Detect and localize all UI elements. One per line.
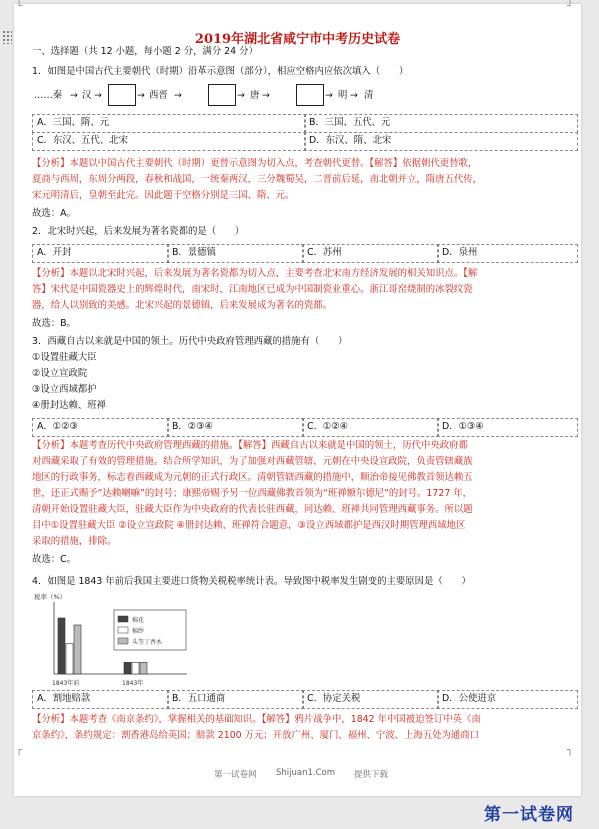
q3-option-d[interactable]: D．①③④ (437, 418, 578, 437)
q2-option-c[interactable]: C．苏州 (302, 244, 439, 263)
question-3-stem: 3．西藏自古以来就是中国的领土。历代中央政府管理西藏的措施有（ ） (32, 336, 348, 347)
footer-right: 提供下载 (354, 770, 389, 780)
q4-analysis-line: 京条约》，条约规定：割香港岛给英国；赔款 2100 万元；开放广州、厦门、福州、宁波、上海五处为通商口 (32, 730, 480, 741)
q2-analysis-line: 答】宋代是中国瓷器史上的辉煌时代，南宋时，江南地区已成为中国制瓷业重心。浙江哥窑烧制的冰裂纹瓷 (32, 284, 473, 295)
q3-analysis-line: 清朝开始设置驻藏大臣，驻藏大臣作为中央政府的代表长驻西藏，同达赖、班禅共同管理西藏事务。所以题 (32, 504, 473, 515)
q3-item: ①设置驻藏大臣 (32, 352, 97, 363)
timeline-label: 汉 (82, 90, 92, 101)
timeline-label: 西晋 (149, 90, 168, 101)
chart-bar (132, 662, 139, 674)
timeline-label: 明 (338, 90, 348, 101)
chart-legend-swatch (118, 616, 128, 622)
q3-item: ②设立宣政院 (32, 368, 88, 379)
chart-category-label: 1843年前 (52, 680, 80, 687)
chart-legend-label: 棉纱 (132, 628, 145, 635)
timeline-blank-box (296, 84, 324, 106)
section-heading: 一、选择题（共 12 小题，每小题 2 分，满分 24 分） (32, 46, 258, 57)
q1-answer: 故选：A。 (32, 208, 76, 219)
chart-bar (140, 662, 147, 674)
footer-middle[interactable]: Shijuan1.Com (276, 768, 336, 778)
drag-handle-icon[interactable] (2, 30, 12, 44)
q3-analysis-line: 对西藏采取了有效的管理措施。结合所学知识，为了加强对西藏管辖，元朝在中央设宣政院，负责管辖藏族 (32, 456, 473, 467)
q3-option-c[interactable]: C．①②④ (302, 418, 439, 437)
crop-mark-top-right: ┘ (567, 1, 574, 12)
q3-item: ③设立西域都护 (32, 384, 97, 395)
chart-legend-swatch (118, 627, 128, 633)
tariff-bar-chart (32, 590, 192, 688)
q3-option-b[interactable]: B．②③④ (167, 418, 304, 437)
timeline-label: 清 (364, 90, 374, 101)
q1-analysis-line: 宋元明清后，皇朝至此完。因此题干空格分别是三国、隋、元。 (32, 190, 295, 201)
chart-bar (66, 644, 73, 674)
chart-bar (74, 625, 81, 674)
q3-analysis-line: 地区的行政事务，标志着西藏成为元朝的正式行政区。清朝管辖西藏的措施中，顺治帝接见佛教首领达赖五 (32, 472, 473, 483)
q2-analysis-line: 【分析】本题以北宋时兴起，后来发展为著名瓷都为切入点，主要考查北宋南方经济发展的相关知识点。【解 (32, 268, 478, 279)
q2-answer: 故选：B。 (32, 318, 76, 329)
watermark-logo: 第一试卷网 (484, 805, 574, 825)
chart-legend-label: 头等丁香木 (132, 639, 163, 646)
q2-option-a[interactable]: A．开封 (32, 244, 169, 263)
timeline-label: ……秦 (34, 90, 63, 101)
q3-option-a[interactable]: A．①②③ (32, 418, 169, 437)
q4-option-c[interactable]: C．协定关税 (302, 690, 439, 709)
page-title: 2019年湖北省咸宁市中考历史试卷 (194, 32, 401, 47)
crop-mark-bottom-right: ┐ (567, 745, 574, 756)
q2-option-d[interactable]: D．泉州 (437, 244, 578, 263)
q2-analysis-line: 器，给人以别致的美感。北宋兴起的景德镇，后来发展成为著名的瓷都。 (32, 300, 333, 311)
crop-mark-bottom-left: ┌ (16, 745, 23, 756)
chart-bar (58, 618, 65, 674)
chart-y-label: 税率（%） (34, 593, 67, 601)
q4-option-a[interactable]: A．割地赔款 (32, 690, 169, 709)
timeline-label: 唐 (250, 90, 260, 101)
timeline-blank-box (108, 84, 136, 106)
chart-bar (124, 662, 131, 674)
q3-analysis-line: 世，还正式赐予“达赖喇嘛”的封号；康熙帝赐予另一位西藏佛教首领为“班禅额尔德尼”的封号。1727 年， (32, 488, 473, 499)
chart-legend-label: 棉花 (132, 617, 145, 624)
footer-left: 第一试卷网 (214, 770, 257, 780)
q1-option-b[interactable]: B．三国、五代、元 (304, 114, 578, 133)
crop-mark-top-left: └ (16, 1, 23, 12)
q2-option-b[interactable]: B．景德镇 (167, 244, 304, 263)
document-page: └ ┘ ┌ ┐ 2019年湖北省咸宁市中考历史试卷 一、选择题（共 12 小题，每小题 2 分，满分 24 分） 1．如图是中国古代主要朝代（时期）沿革示意图（部分），相应空格内应依次填入（ ） ……秦 → 汉 → → 西晋 → → 唐 → → 明 → 清 A．三国、隋、元 B．三国、五代、元 C．东汉、五代、北宋 D．东汉、隋、北宋 【分析】本题以中国古代主要朝代（时期）更替示意图为切入点，考查朝代更替。【解答】依据朝代更替歌， 夏商与西周，东周分两段，春秋和战国，一统秦两汉，三分魏蜀吴，二晋前后延，南北朝并立，隋唐五代传， 宋元明清后，皇朝至此完。因此题干空格分别是三国、隋、元。 故选：A。 2．北宋时兴起，后来发展为著名瓷都的是（ ） A．开封 B．景德镇 C．苏州 D．泉州 【分析】本题以北宋时兴起，后来发展为著名瓷都为切入点，主要考查北宋南方经济发展的相关知识点。【解 答】宋代是中国瓷器史上的辉煌时代，南宋时，江南地区已成为中国制瓷业重心。浙江哥窑烧制的冰裂纹瓷 器，给人以别致的美感。北宋兴起的景德镇，后来发展成为著名的瓷都。 故选：B。 3．西藏自古以来就是中国的领土。历代中央政府管理西藏的措施有（ ） ①设置驻藏大臣 ②设立宣政院 ③设立西域都护 ④册封达赖、班禅 A．①②③ B．②③④ C．①②④ D．①③④ 【分析】本题考查历代中央政府管理西藏的措施。【解答】西藏自古以来就是中国的领土，历代中央政府都 对西藏采取了有效的管理措施。结合所学知识，为了加强对西藏管辖，元朝在中央设宣政院，负责管辖藏族 地区的行政事务，标志着西藏成为元朝的正式行政区。清朝管辖西藏的措施中，顺治帝接见佛教首领达赖五 世，还正式赐予“达赖喇嘛”的封号；康熙帝赐予另一位西藏佛教首领为“班禅额尔德尼”的封号。1727 年， 清朝开始设置驻藏大臣，驻藏大臣作为中央政府的代表长驻西藏，同达赖、班禅共同管理西藏事务。所以题 目中①设置驻藏大臣 ②设立宣政院 ④册封达赖、班禅符合题意，③设立西域都护是西汉时期管理西域地区 采取的措施，排除。 故选：C。 4．如图是 1843 年前后我国主要进口货物关税税率统计表。导致图中税率发生剧变的主要原因是（ ） 税率（%） 棉花 棉纱 头等丁香木 1843年前 1843年 A．割地赔款 B．五口通商 C．协定关税 D．公使进京 【分析】本题考查《南京条约》，掌握相关的基础知识。【解答】鸦片战争中，1842 年中国被迫签订中英《南 京条约》，条约规定：割香港岛给英国；赔款 2100 万元；开放广州、厦门、福州、宁波、上海五处为通商口 第一试卷网 Shijuan1.Com 提供下载 (14, 4, 581, 796)
q1-analysis-line: 夏商与西周，东周分两段，春秋和战国，一统秦两汉，三分魏蜀吴，二晋前后延，南北朝并立，隋唐五代传， (32, 174, 483, 185)
q4-option-b[interactable]: B．五口通商 (167, 690, 304, 709)
question-4-stem: 4．如图是 1843 年前后我国主要进口货物关税税率统计表。导致图中税率发生剧变的主要原因是（ ） (32, 576, 471, 587)
chart-category-label: 1843年 (122, 680, 144, 687)
q3-analysis-line: 【分析】本题考查历代中央政府管理西藏的措施。【解答】西藏自古以来就是中国的领土，历代中央政府都 (32, 440, 468, 451)
q1-option-d[interactable]: D．东汉、隋、北宋 (304, 132, 578, 151)
question-1-stem: 1．如图是中国古代主要朝代（时期）沿革示意图（部分），相应空格内应依次填入（ ） (32, 66, 409, 77)
q3-item: ④册封达赖、班禅 (32, 400, 107, 411)
q1-option-c[interactable]: C．东汉、五代、北宋 (32, 132, 306, 151)
q3-answer: 故选：C。 (32, 554, 77, 565)
q1-analysis-line: 【分析】本题以中国古代主要朝代（时期）更替示意图为切入点，考查朝代更替。【解答】依据朝代更替歌， (32, 158, 478, 169)
q1-option-a[interactable]: A．三国、隋、元 (32, 114, 306, 133)
q4-analysis-line: 【分析】本题考查《南京条约》，掌握相关的基础知识。【解答】鸦片战争中，1842 年中国被迫签订中英《南 (32, 714, 481, 725)
q3-analysis-line: 目中①设置驻藏大臣 ②设立宣政院 ④册封达赖、班禅符合题意，③设立西域都护是西汉时期管理西域地区 (32, 520, 466, 531)
question-2-stem: 2．北宋时兴起，后来发展为著名瓷都的是（ ） (32, 226, 245, 237)
q3-analysis-line: 采取的措施，排除。 (32, 536, 117, 547)
timeline-blank-box (208, 84, 236, 106)
chart-legend-swatch (118, 638, 128, 644)
q4-option-d[interactable]: D．公使进京 (437, 690, 578, 709)
